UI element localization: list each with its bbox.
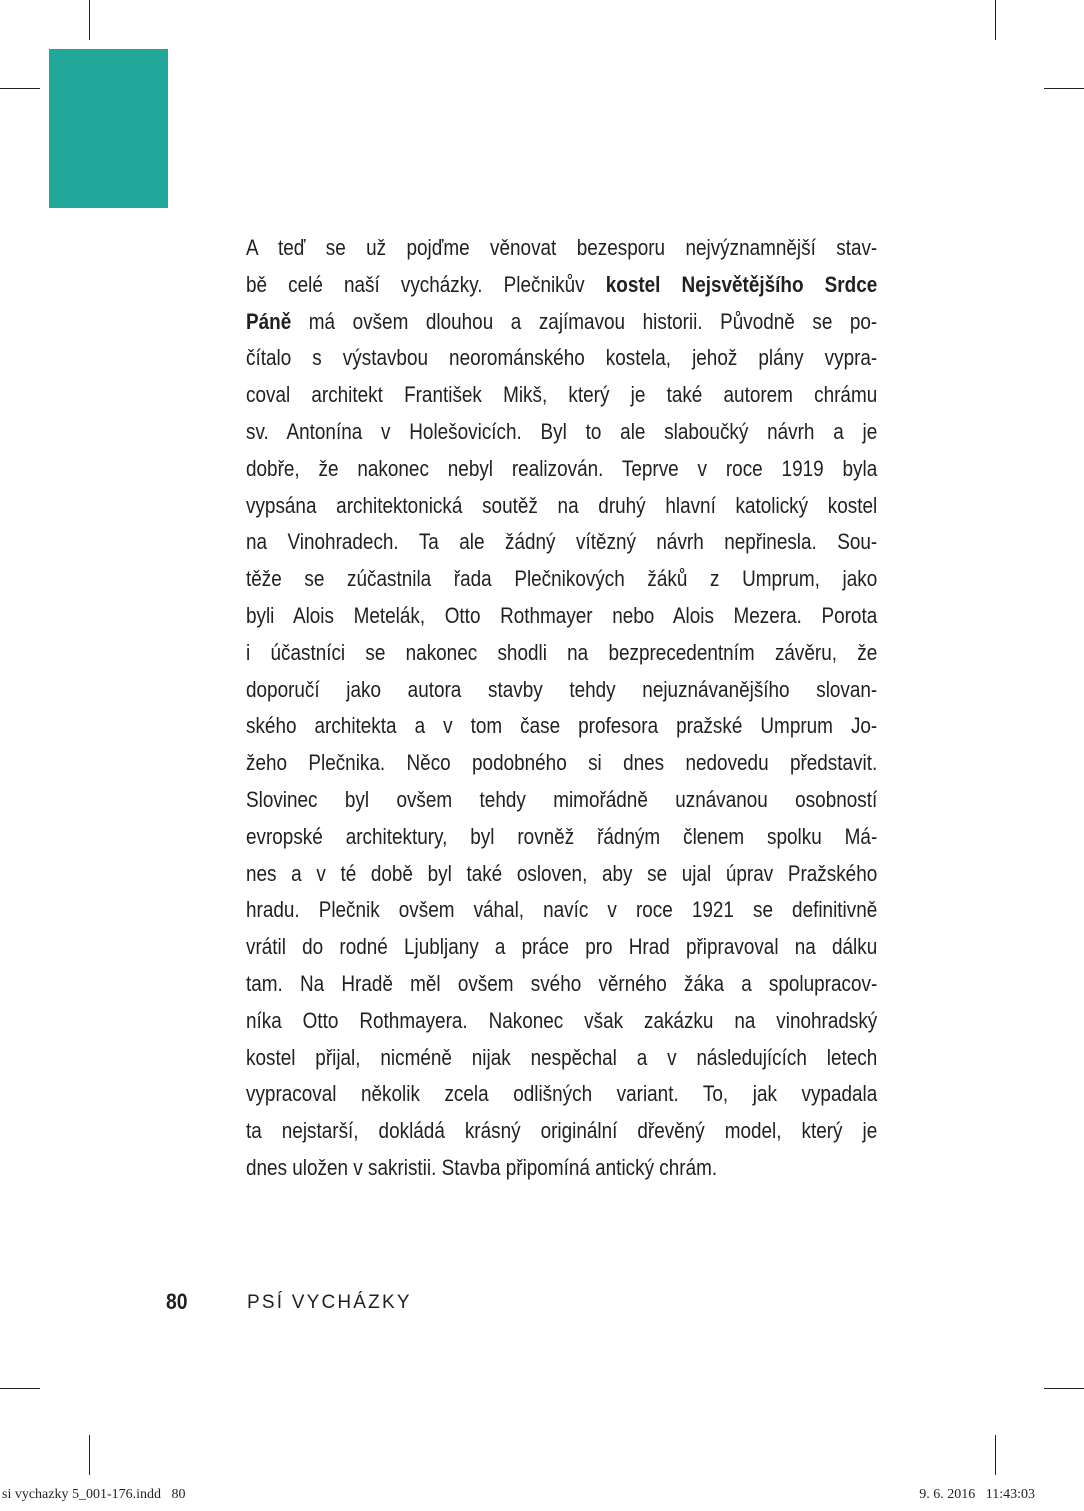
text-segment: vypracoval několik zcela odlišných variant. To, jak vypadala bbox=[246, 1081, 878, 1107]
text-segment: čítalo s výstavbou neorománského kostela, jehož plány vypra- bbox=[246, 345, 878, 371]
chapter-color-block bbox=[49, 49, 168, 208]
crop-mark-bottom-left-vertical bbox=[89, 1435, 90, 1475]
text-segment: bě celé naší vycházky. Plečnikův bbox=[246, 271, 606, 297]
text-line bbox=[246, 819, 877, 856]
bold-phrase: Páně bbox=[246, 308, 292, 334]
text-line bbox=[246, 782, 877, 819]
crop-mark-top-left-vertical bbox=[89, 0, 90, 40]
running-head: PSÍ VYCHÁZKY bbox=[247, 1292, 412, 1313]
text-line bbox=[246, 1003, 877, 1040]
text-line bbox=[246, 1113, 877, 1150]
crop-mark-bottom-right-horizontal bbox=[1044, 1388, 1084, 1389]
text-line bbox=[246, 377, 877, 414]
text-line bbox=[246, 304, 877, 341]
text-segment: těže se zúčastnila řada Plečnikových žáků z Umprum, jako bbox=[246, 566, 878, 592]
text-segment: ta nejstarší, dokládá krásný originální dřevěný model, který je bbox=[246, 1118, 878, 1144]
text-segment: sv. Antonína v Holešovicích. Byl to ale slaboučký návrh a je bbox=[246, 418, 878, 444]
text-segment: na Vinohradech. Ta ale žádný vítězný návrh nepřinesla. Sou- bbox=[246, 529, 878, 555]
text-segment: kostel přijal, nicméně nijak nespěchal a v následujících letech bbox=[246, 1044, 878, 1070]
text-segment: hradu. Plečnik ovšem váhal, navíc v roce 1921 se definitivně bbox=[246, 897, 878, 923]
text-line bbox=[246, 708, 877, 745]
text-line bbox=[246, 745, 877, 782]
text-segment: má ovšem dlouhou a zajímavou historii. Původně se po- bbox=[291, 308, 878, 334]
crop-mark-bottom-right-vertical bbox=[995, 1435, 996, 1475]
text-segment: Slovinec byl ovšem tehdy mimořádně uznávanou osobností bbox=[246, 786, 878, 812]
print-slug-timestamp: 9. 6. 2016 11:43:03 bbox=[919, 1487, 1035, 1502]
text-segment: doporučí jako autora stavby tehdy nejuznávanějšího slovan- bbox=[246, 676, 878, 702]
text-segment: tam. Na Hradě měl ovšem svého věrného žáka a spolupracov- bbox=[246, 970, 878, 996]
text-line bbox=[246, 561, 877, 598]
text-line bbox=[246, 966, 877, 1003]
text-segment: nes a v té době byl také osloven, aby se ujal úprav Pražského bbox=[246, 860, 878, 886]
text-line bbox=[246, 488, 877, 525]
text-line bbox=[246, 856, 877, 893]
text-segment: i účastníci se nakonec shodli na bezprecedentním závěru, že bbox=[246, 639, 878, 665]
text-segment: dnes uložen v sakristii. Stavba připomíná antický chrám. bbox=[246, 1154, 718, 1180]
text-line bbox=[246, 892, 877, 929]
print-slug-filename: si vychazky 5_001-176.indd 80 bbox=[2, 1487, 186, 1502]
text-segment: dobře, že nakonec nebyl realizován. Teprve v roce 1919 byla bbox=[246, 455, 878, 481]
text-line bbox=[246, 524, 877, 561]
text-line bbox=[246, 929, 877, 966]
text-segment: evropské architektury, byl rovněž řádným členem spolku Má- bbox=[246, 823, 878, 849]
text-line bbox=[246, 414, 877, 451]
body-text bbox=[246, 230, 878, 1187]
text-line bbox=[246, 451, 877, 488]
text-line bbox=[246, 1150, 877, 1187]
text-line bbox=[246, 267, 877, 304]
text-line bbox=[246, 230, 877, 267]
text-line bbox=[246, 672, 877, 709]
text-segment: vypsána architektonická soutěž na druhý hlavní katolický kostel bbox=[246, 492, 878, 518]
text-segment: žeho Plečnika. Něco podobného si dnes nedovedu představit. bbox=[246, 750, 878, 776]
text-line bbox=[246, 340, 877, 377]
text-segment: A teď se už pojďme věnovat bezesporu nejvýznamnější stav- bbox=[246, 235, 878, 260]
crop-mark-bottom-left-horizontal bbox=[0, 1388, 40, 1389]
page-number: 80 bbox=[166, 1289, 188, 1314]
text-line bbox=[246, 598, 877, 635]
text-segment: byli Alois Metelák, Otto Rothmayer nebo Alois Mezera. Porota bbox=[246, 602, 878, 628]
text-line bbox=[246, 635, 877, 672]
crop-mark-top-right-horizontal bbox=[1044, 88, 1084, 89]
crop-mark-top-right-vertical bbox=[995, 0, 996, 40]
text-line bbox=[246, 1076, 877, 1113]
text-segment: níka Otto Rothmayera. Nakonec však zakázku na vinohradský bbox=[246, 1007, 878, 1033]
text-segment: coval architekt František Mikš, který je také autorem chrámu bbox=[246, 382, 878, 408]
text-segment: vrátil do rodné Ljubljany a práce pro Hrad připravoval na dálku bbox=[246, 934, 878, 960]
text-segment: ského architekta a v tom čase profesora pražské Umprum Jo- bbox=[246, 713, 878, 739]
crop-mark-top-left-horizontal bbox=[0, 88, 40, 89]
bold-phrase: kostel Nejsvětějšího Srdce bbox=[605, 271, 878, 297]
text-line bbox=[246, 1040, 877, 1077]
